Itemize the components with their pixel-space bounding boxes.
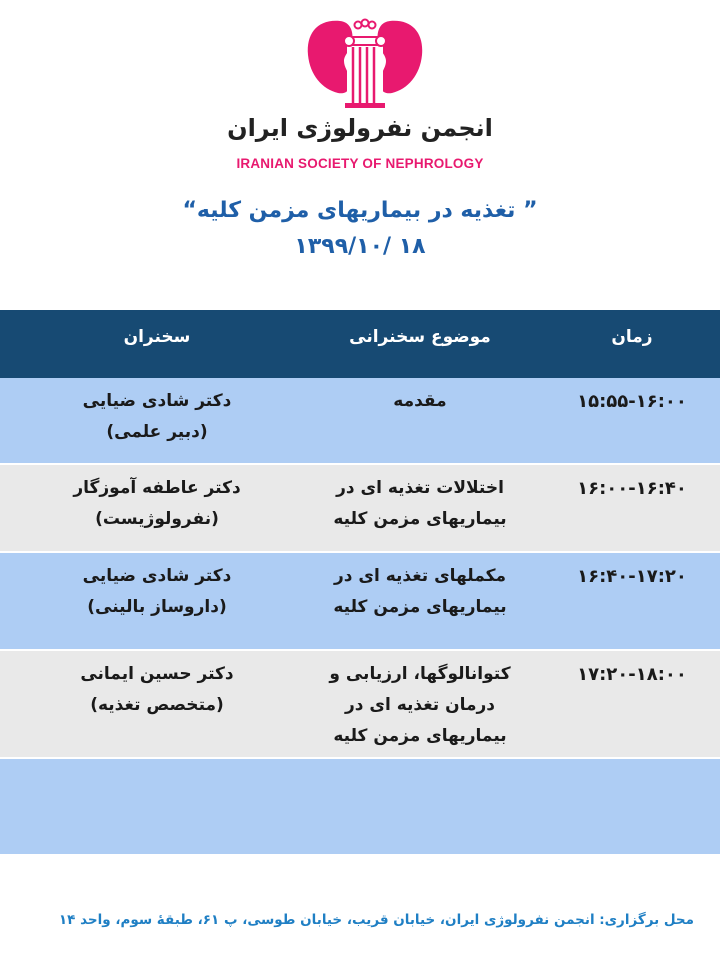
row-time: ۱۷:۲۰-۱۸:۰۰ [577, 664, 687, 685]
speaker-name: دکتر شادی ضیایی [82, 391, 232, 411]
speaker-name: دکتر حسین ایمانی [80, 664, 234, 684]
row-speaker [12, 651, 302, 721]
row-time: ۱۶:۴۰-۱۷:۲۰ [577, 566, 687, 587]
row-topic [300, 553, 540, 623]
row-speaker [12, 378, 302, 448]
speaker-role: (داروساز بالینی) [87, 597, 227, 617]
topic-line: اختلالات تغذیه ای در [336, 478, 504, 498]
header-topic: موضوع سخنرانی [349, 327, 491, 347]
logo-english-name: IRANIAN SOCIETY OF NEPHROLOGY [236, 156, 484, 171]
table-row [0, 651, 720, 757]
topic-line: درمان تغذیه ای در [344, 695, 496, 715]
topic-line: بیماریهای مزمن کلیه [333, 726, 507, 746]
page-title: ” تغذیه در بیماریهای مزمن کلیه“ [182, 198, 538, 223]
row-time: ۱۶:۰۰-۱۶:۴۰ [577, 478, 687, 499]
header-time: زمان [611, 327, 653, 347]
speaker-name: دکتر عاطفه آموزگار [73, 478, 241, 498]
table-row [0, 465, 720, 551]
row-topic [300, 465, 540, 535]
venue-address: محل برگزاری: انجمن نفرولوژی ایران، خیابان قریب، خیابان طوسی، پ ۶۱، طبقهٔ سوم، واحد ۱۴ [58, 912, 694, 928]
row-speaker [12, 465, 302, 535]
row-speaker [12, 553, 302, 623]
speaker-name: دکتر شادی ضیایی [82, 566, 232, 586]
speaker-role: (متخصص تغذیه) [90, 695, 224, 715]
table-row [0, 553, 720, 649]
row-time: ۱۵:۵۵-۱۶:۰۰ [577, 391, 687, 412]
topic-line: بیماریهای مزمن کلیه [333, 597, 507, 617]
topic-line: مکملهای تغذیه ای در [333, 566, 507, 586]
kidney-column-logo-icon [300, 15, 430, 113]
logo-persian-name: انجمن نفرولوژی ایران [227, 114, 493, 142]
table-row-empty [0, 759, 720, 854]
topic-line: بیماریهای مزمن کلیه [333, 509, 507, 529]
table-row [0, 378, 720, 464]
event-date: ۱۸ /۱۳۹۹/۱۰ [294, 234, 426, 259]
header-speaker: سخنران [123, 327, 191, 347]
speaker-role: (نفرولوژیست) [95, 509, 219, 529]
row-topic [300, 378, 540, 417]
topic-line: مقدمه [393, 391, 447, 411]
row-topic [300, 651, 540, 752]
table-header [0, 310, 720, 378]
topic-line: کتوانالوگها، ارزیابی و [329, 664, 511, 684]
speaker-role: (دبیر علمی) [106, 422, 208, 442]
